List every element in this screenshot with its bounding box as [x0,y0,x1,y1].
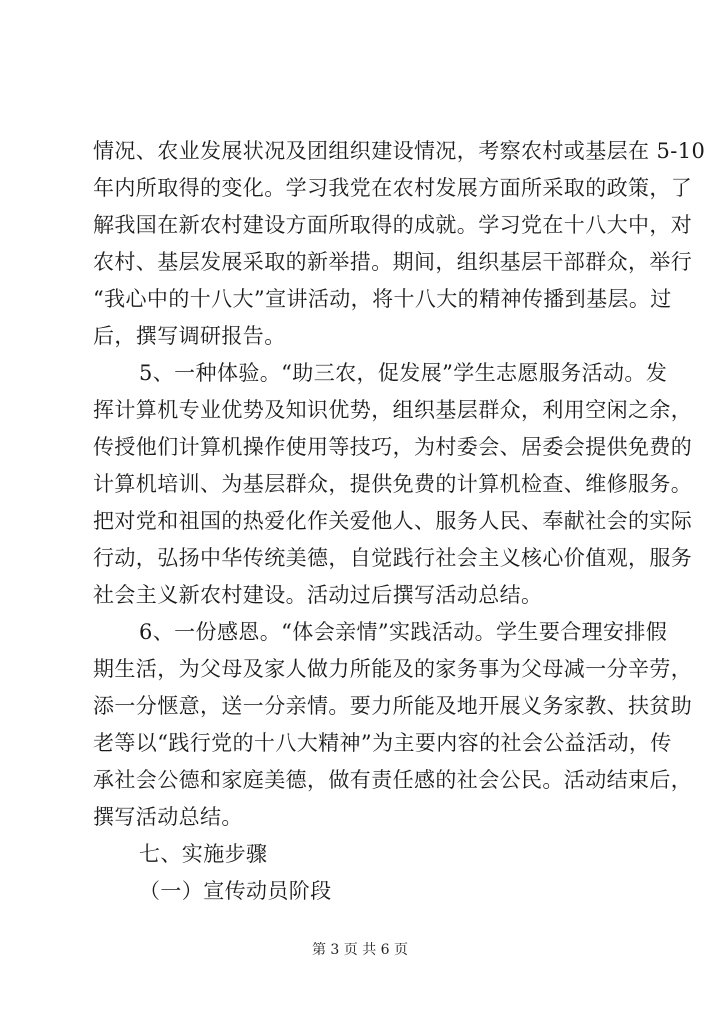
text-line: 添一分惬意，送一分亲情。要力所能及地开展义务家教、扶贫助 [93,694,693,718]
text-line: 后，撰写调研报告。 [93,324,286,348]
text-line: 七、实施步骤 [139,842,268,866]
page-footer: 第 3 页 共 6 页 [311,942,409,958]
text-line: （一）宣传动员阶段 [139,879,332,903]
text-line: 老等以“践行党的十八大精神”为主要内容的社会公益活动，传 [93,731,672,755]
text-line: 6、一份感恩。“体会亲情”实践活动。学生要合理安排假 [139,620,668,644]
text-line: 情况、农业发展状况及团组织建设情况，考察农村或基层在 5-10 [93,139,706,163]
text-line: 农村、基层发展采取的新举措。期间，组织基层干部群众，举行 [93,250,693,274]
text-line: 承社会公德和家庭美德，做有责任感的社会公民。活动结束后， [93,768,693,792]
text-line: “我心中的十八大”宣讲活动，将十八大的精神传播到基层。过 [93,287,672,311]
text-line: 解我国在新农村建设方面所取得的成就。学习党在十八大中，对 [93,213,693,237]
text-line: 行动，弘扬中华传统美德，自觉践行社会主义核心价值观，服务 [93,546,693,570]
text-line: 5、一种体验。“助三农，促发展”学生志愿服务活动。发 [139,361,668,385]
text-line: 传授他们计算机操作使用等技巧，为村委会、居委会提供免费的 [93,435,693,459]
text-line: 计算机培训、为基层群众，提供免费的计算机检查、维修服务。 [93,472,693,496]
text-line: 把对党和祖国的热爱化作关爱他人、服务人民、奉献社会的实际 [93,509,693,533]
text-line: 年内所取得的变化。学习我党在农村发展方面所采取的政策，了 [93,176,693,200]
text-line: 社会主义新农村建设。活动过后撰写活动总结。 [93,583,543,607]
text-line: 挥计算机专业优势及知识优势，组织基层群众，利用空闲之余， [93,398,693,422]
text-line: 撰写活动总结。 [93,805,243,829]
text-line: 期生活，为父母及家人做力所能及的家务事为父母减一分辛劳， [93,657,693,681]
document-body [93,133,706,910]
